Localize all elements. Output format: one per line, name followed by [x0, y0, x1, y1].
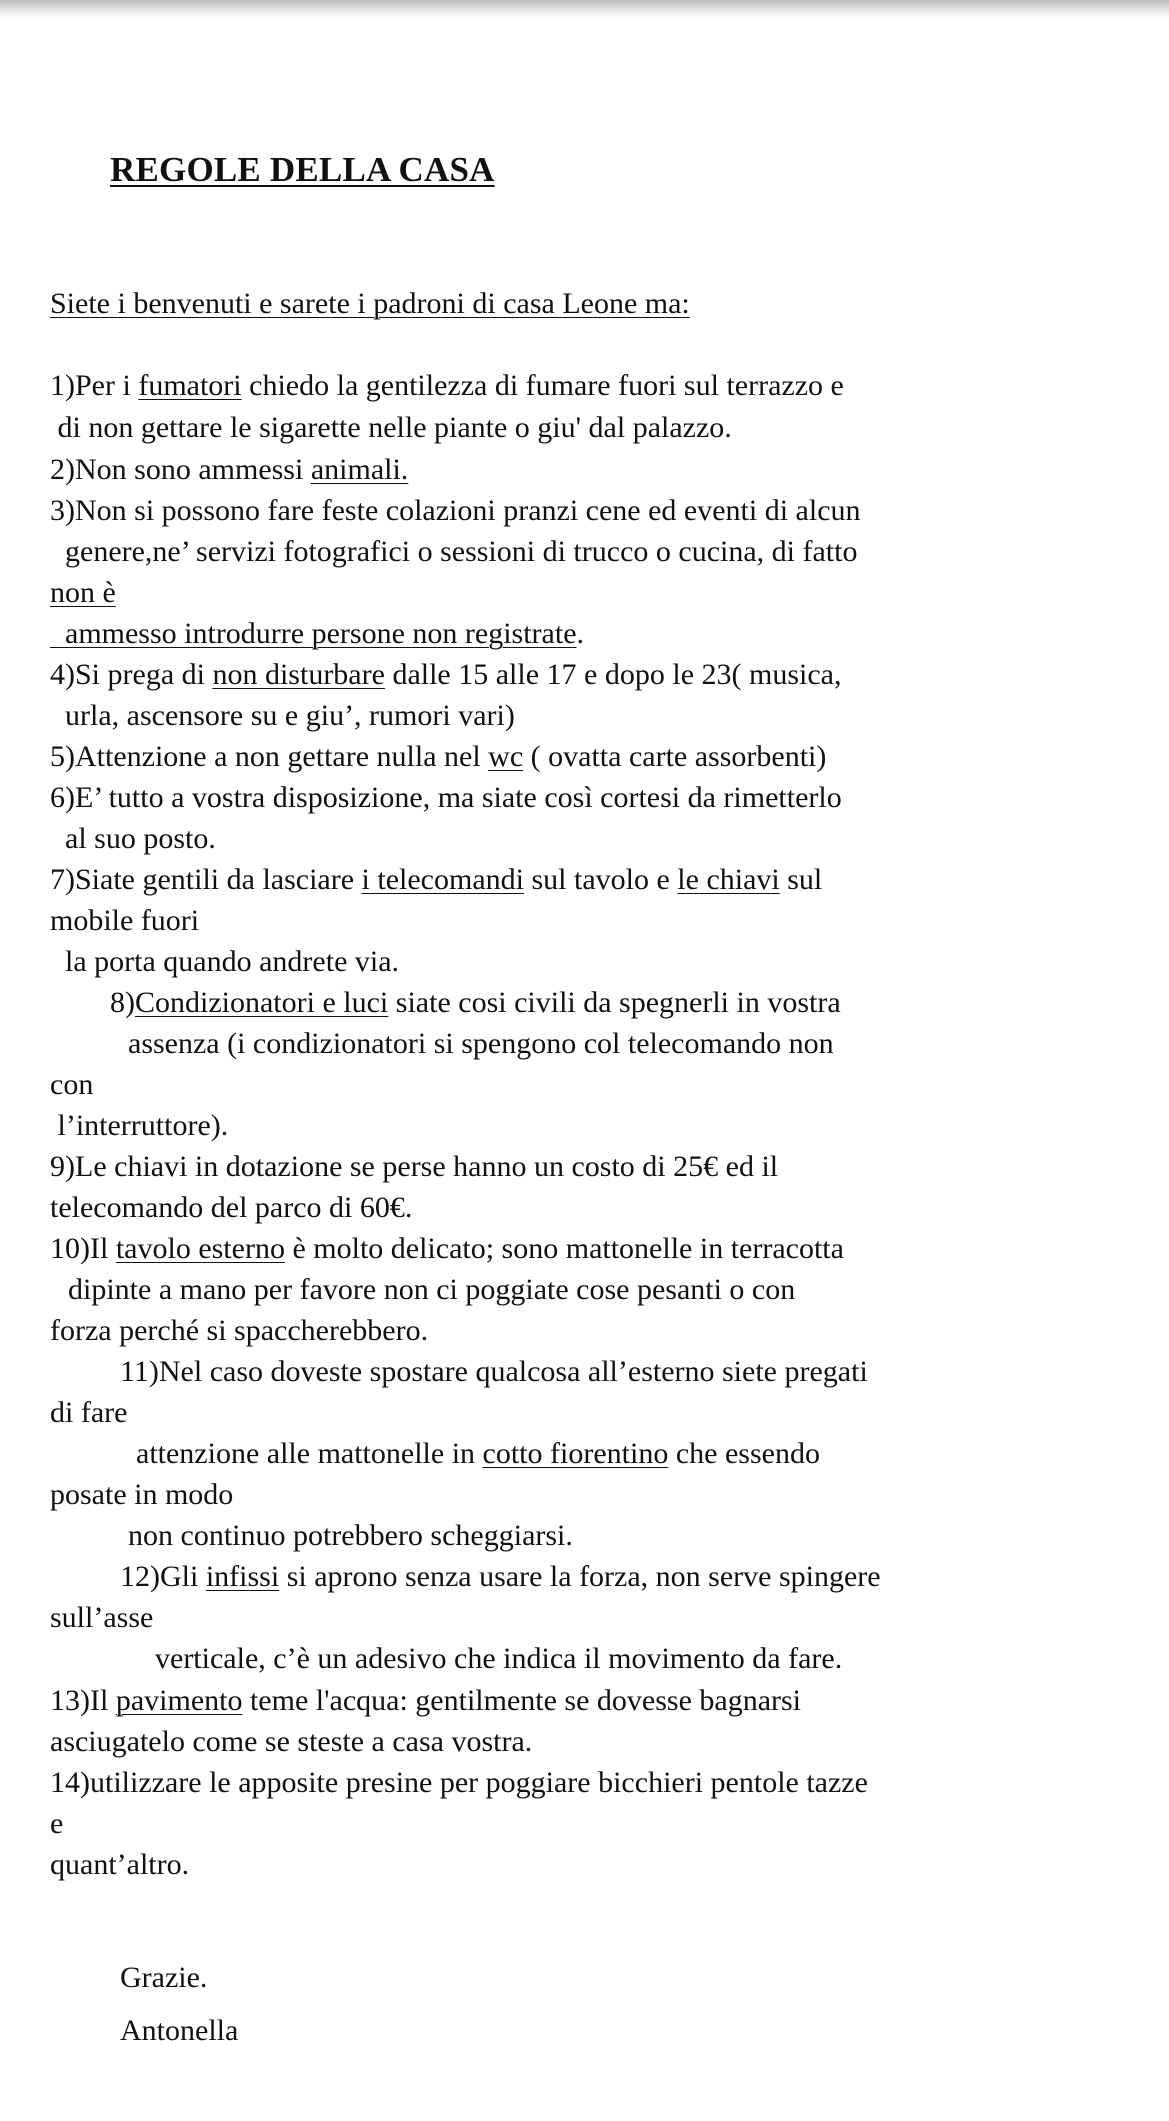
- rule-text: teme l'acqua: gentilmente se dovesse bagnarsi: [242, 1684, 802, 1717]
- rule-line: [50, 821, 216, 857]
- rule-text: dalle 15 alle 17 e dopo le 23( musica,: [384, 658, 842, 691]
- underlined-text: non disturbare: [212, 658, 385, 691]
- rule-text: è molto delicato; sono mattonelle in terracotta: [284, 1232, 844, 1265]
- rule-line: [50, 1724, 532, 1760]
- rule-line: [50, 1108, 228, 1144]
- rule-text: non continuo potrebbero scheggiarsi.: [128, 1519, 573, 1552]
- underlined-text: Condizionatori e luci: [135, 986, 389, 1019]
- closing-text: Grazie.: [120, 1961, 208, 1994]
- underlined-text: infissi: [205, 1560, 280, 1593]
- rule-line: [110, 985, 841, 1021]
- rule-line: [50, 1190, 412, 1226]
- underlined-text: fumatori: [138, 369, 242, 402]
- underlined-text: pavimento: [115, 1684, 243, 1717]
- rule-line: [50, 1477, 233, 1513]
- rule-text: forza perché si spaccherebbero.: [50, 1314, 429, 1347]
- rule-line: [50, 698, 515, 734]
- rule-line: [50, 1231, 844, 1267]
- rule-text: attenzione alle mattonelle in: [136, 1437, 483, 1470]
- rule-text: ( ovatta carte assorbenti): [523, 740, 827, 773]
- rule-text: asciugatelo come se steste a casa vostra.: [50, 1725, 533, 1758]
- rule-line: [50, 493, 861, 529]
- signature: Antonella: [120, 2014, 239, 2047]
- rule-text: quant’altro.: [50, 1848, 190, 1881]
- rule-text: 13)Il: [50, 1684, 116, 1717]
- rule-line: [136, 1436, 820, 1472]
- rule-text: 6)E’ tutto a vostra disposizione, ma siate così cortesi da rimetterlo: [50, 781, 842, 814]
- rule-line: [50, 944, 399, 980]
- rule-text: con: [50, 1068, 94, 1101]
- rule-line: [50, 862, 822, 898]
- rule-text: posate in modo: [50, 1478, 234, 1511]
- rule-text: dipinte a mano per favore non ci poggiate cose pesanti o con: [68, 1273, 796, 1306]
- rule-line: [50, 1067, 93, 1103]
- rule-line: [50, 739, 826, 775]
- rule-text: 9)Le chiavi in dotazione se perse hanno un costo di 25€ ed il: [50, 1150, 779, 1183]
- rule-text: di fare: [50, 1396, 128, 1429]
- rule-text: 10)Il: [50, 1232, 116, 1265]
- rule-line: [50, 903, 199, 939]
- document-title: REGOLE DELLA CASA: [110, 150, 495, 189]
- rule-line: [50, 1313, 428, 1349]
- underlined-text: wc: [488, 740, 524, 773]
- rule-text: la porta quando andrete via.: [50, 945, 400, 978]
- rule-text: di non gettare le sigarette nelle piante o giu' dal palazzo.: [50, 411, 732, 444]
- rule-line: [50, 1683, 801, 1719]
- rule-text: assenza (i condizionatori si spengono col telecomando non: [128, 1027, 834, 1060]
- rule-text: sul: [779, 863, 823, 896]
- underlined-text: animali.: [310, 453, 409, 486]
- rule-line: [120, 1354, 868, 1390]
- rule-line: [50, 1600, 153, 1636]
- rule-line: [50, 780, 842, 816]
- rule-text: .: [576, 617, 585, 650]
- rule-text: 7)Siate gentili da lasciare: [50, 863, 362, 896]
- rule-text: 11)Nel caso doveste spostare qualcosa all’esterno siete pregati: [120, 1355, 868, 1388]
- rule-line: [50, 452, 408, 488]
- rule-line: [128, 1026, 834, 1062]
- rule-line: [50, 410, 732, 446]
- rule-text: telecomando del parco di 60€.: [50, 1191, 413, 1224]
- rule-line: [50, 616, 584, 652]
- rule-text: al suo posto.: [50, 822, 216, 855]
- rule-line: [50, 1149, 778, 1185]
- rule-text: mobile fuori: [50, 904, 200, 937]
- rule-text: si aprono senza usare la forza, non serve spingere: [279, 1560, 881, 1593]
- rule-text: e: [50, 1807, 64, 1840]
- intro-line: Siete i benvenuti e sarete i padroni di casa Leone ma:: [50, 287, 690, 320]
- rule-line: [68, 1272, 795, 1308]
- underlined-text: non è: [50, 576, 116, 609]
- rule-text: 2)Non sono ammessi: [50, 453, 311, 486]
- rule-text: siate cosi civili da spegnerli in vostra: [388, 986, 841, 1019]
- rule-line: [50, 657, 841, 693]
- rule-text: 3)Non si possono fare feste colazioni pranzi cene ed eventi di alcun: [50, 494, 861, 527]
- underlined-text: cotto fiorentino: [482, 1437, 669, 1470]
- rule-line: [155, 1641, 842, 1677]
- underlined-text: ammesso introdurre persone non registrate: [50, 617, 577, 650]
- rule-text: verticale, c’è un adesivo che indica il movimento da fare.: [155, 1642, 843, 1675]
- rule-text: 14)utilizzare le apposite presine per poggiare bicchieri pentole tazze: [50, 1766, 868, 1799]
- rule-line: [50, 1395, 127, 1431]
- rule-text: l’interruttore).: [50, 1109, 229, 1142]
- rule-line: [120, 1559, 881, 1595]
- rule-line: [50, 368, 844, 404]
- rule-text: che essendo: [668, 1437, 820, 1470]
- rule-line: [50, 534, 857, 570]
- rule-text: sull’asse: [50, 1601, 154, 1634]
- rule-text: genere,ne’ servizi fotografici o sessioni di trucco o cucina, di fatto: [50, 535, 858, 568]
- rule-text: 1)Per i: [50, 369, 139, 402]
- rule-text: urla, ascensore su e giu’, rumori vari): [50, 699, 515, 732]
- rule-text: 8): [110, 986, 135, 1019]
- rule-line: [50, 575, 116, 611]
- rule-line: [50, 1765, 868, 1801]
- rule-line: [50, 1806, 63, 1842]
- rule-line: [128, 1518, 573, 1554]
- underlined-text: tavolo esterno: [115, 1232, 285, 1265]
- underlined-text: i telecomandi: [361, 863, 524, 896]
- rule-text: sul tavolo e: [523, 863, 678, 896]
- underlined-text: le chiavi: [677, 863, 780, 896]
- rule-line: [50, 1847, 189, 1883]
- rule-text: 12)Gli: [120, 1560, 206, 1593]
- rule-text: chiedo la gentilezza di fumare fuori sul terrazzo e: [241, 369, 844, 402]
- rule-text: 4)Si prega di: [50, 658, 213, 691]
- rule-text: 5)Attenzione a non gettare nulla nel: [50, 740, 489, 773]
